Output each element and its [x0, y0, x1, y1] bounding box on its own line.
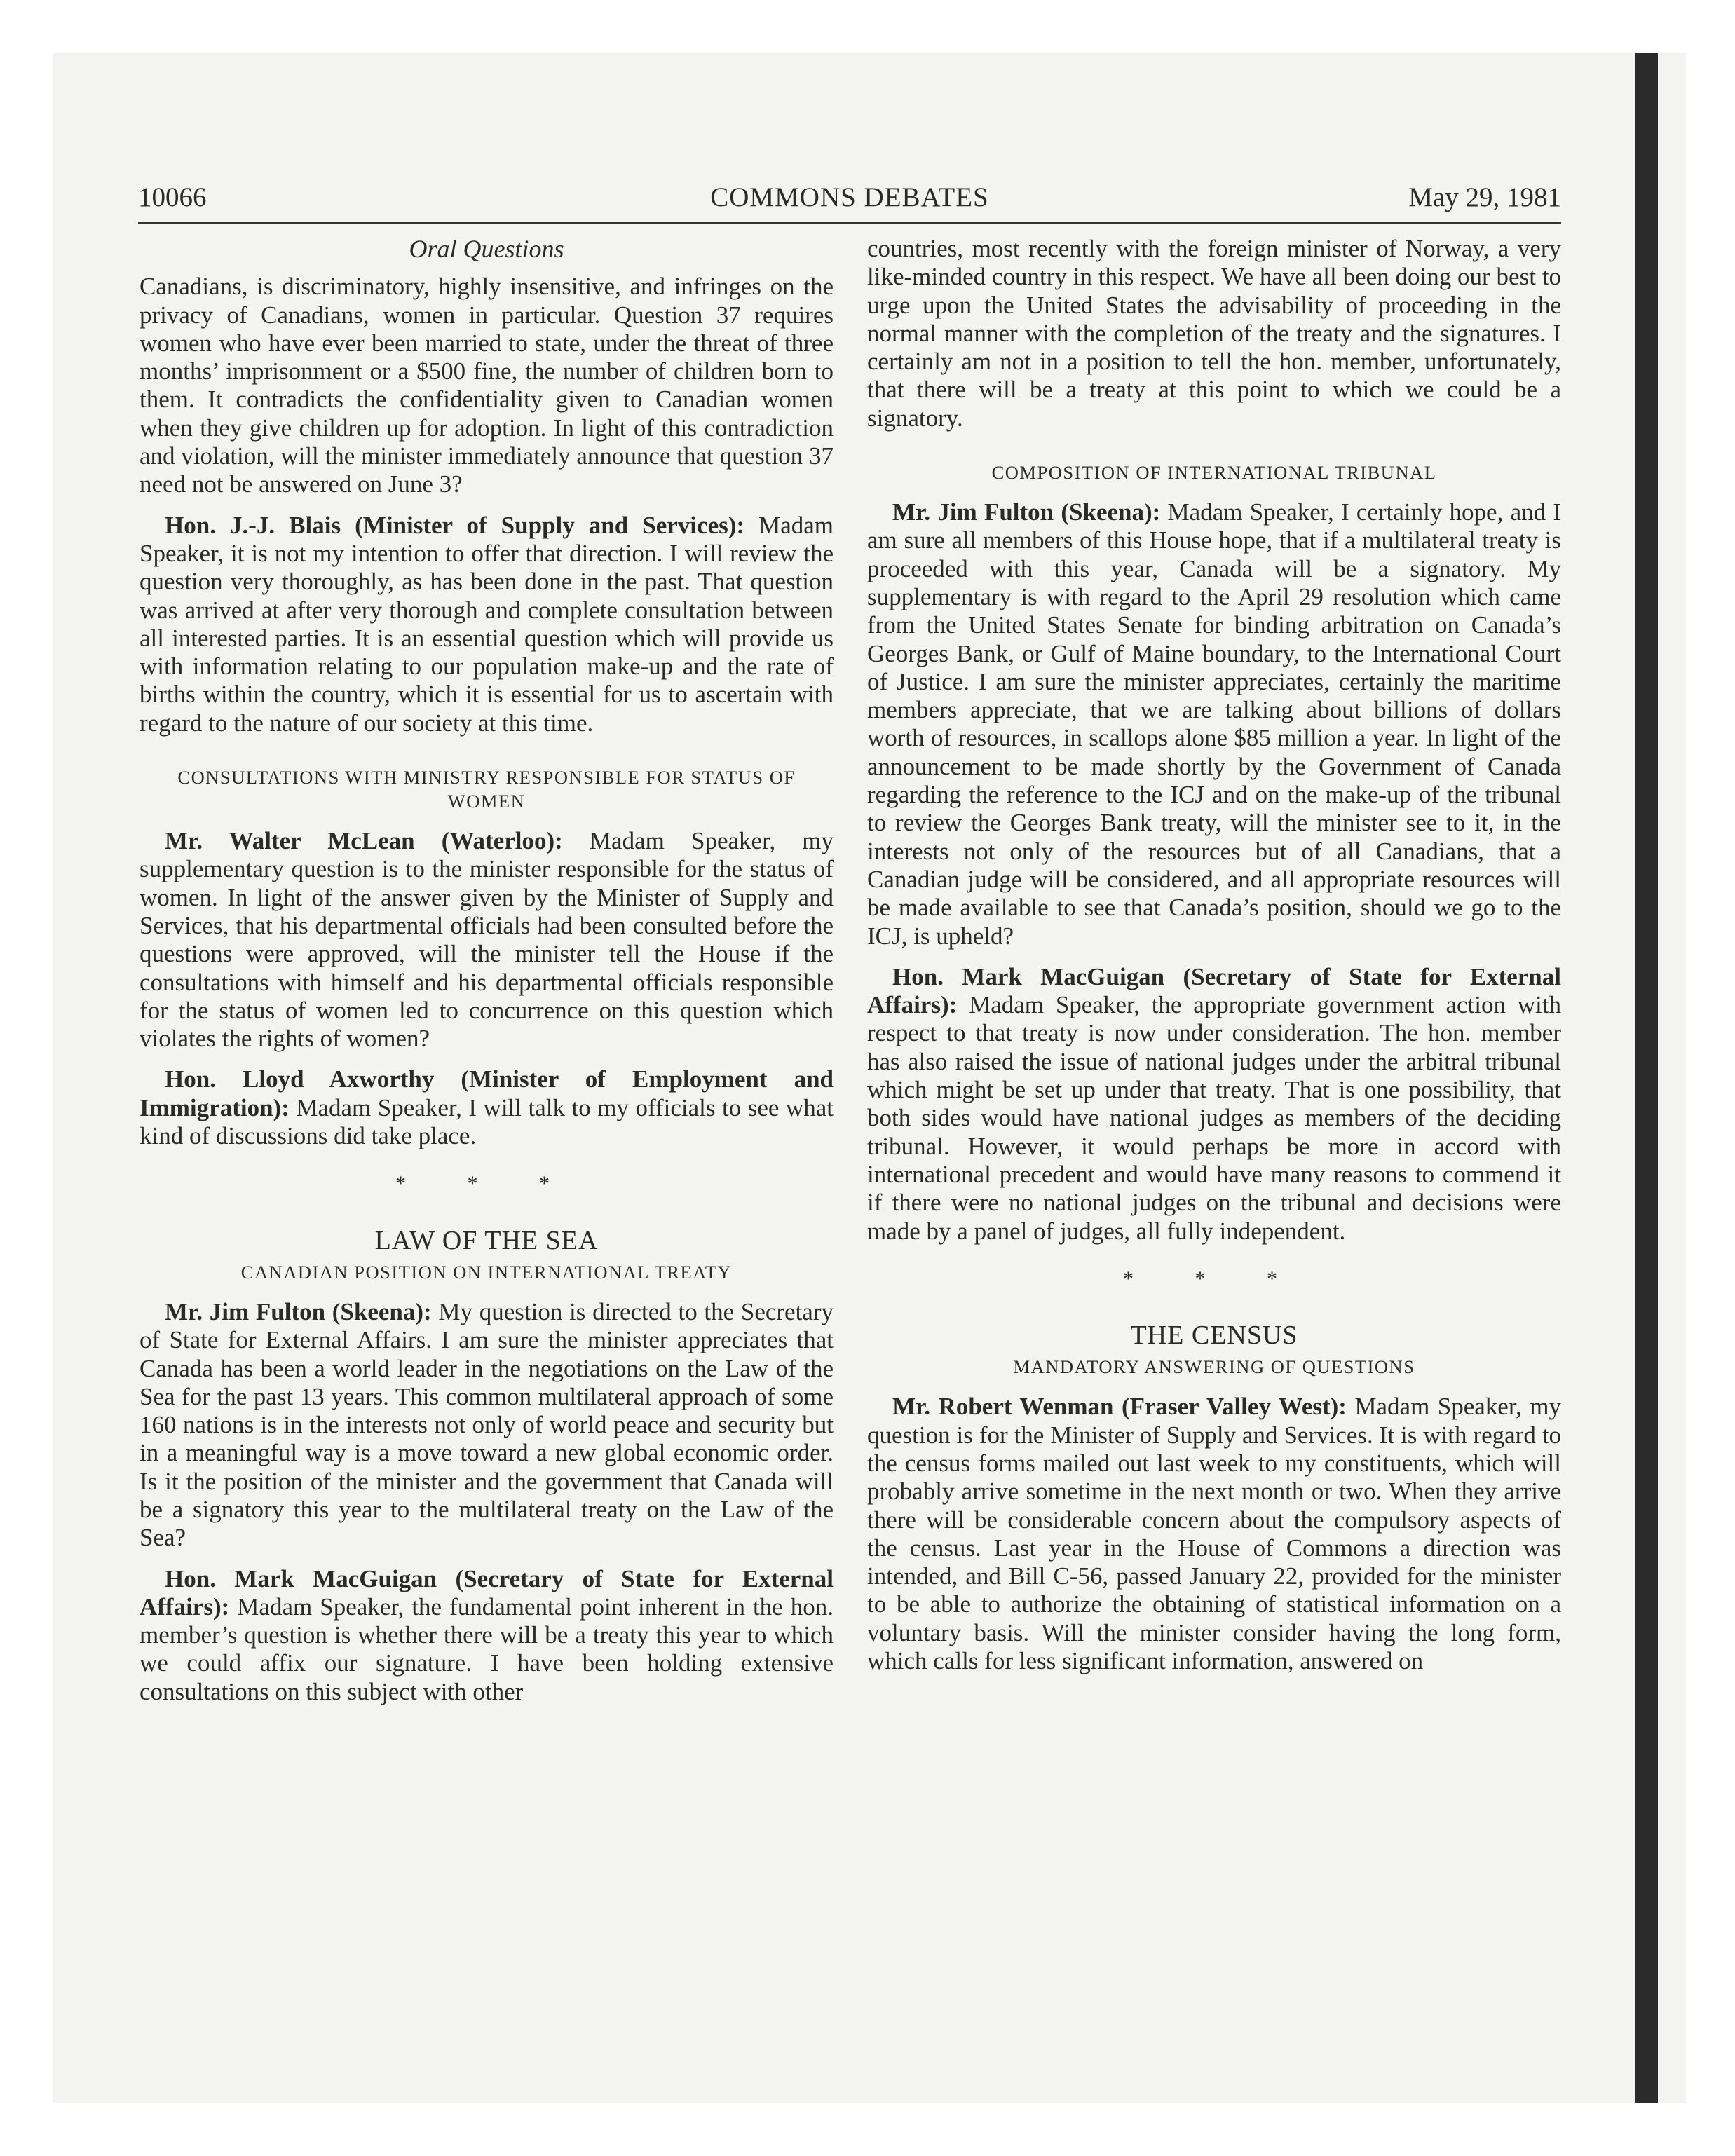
paragraph-text: Madam Speaker, the fundamental point inherent in the hon. member’s question is whether there will be a treaty this year to which we could affix our signature. I have been holding extensive consultations on this subject with other	[140, 1592, 834, 1705]
paragraph: Canadians, is discriminatory, highly insensitive, and infringes on the privacy of Canadians, women in particular. Question 37 requires women who have ever been married to state, under the threat of three months’ imprisonment or a $500 fine, the number of children born to them. It contradicts the confidentiality given to Canadian women when they give children up for adoption. In light of this contradiction and violation, will the minister immediately announce that question 37 need not be answered on June 3?	[140, 273, 834, 498]
publication-title: COMMONS DEBATES	[710, 182, 989, 212]
left-column	[140, 235, 834, 1719]
right-column	[867, 235, 1561, 1688]
paragraph	[867, 963, 1561, 1246]
subheading: CANADIAN POSITION ON INTERNATIONAL TREATY	[240, 1261, 733, 1283]
paragraph	[140, 512, 834, 737]
page-header	[138, 179, 1561, 224]
speaker-name: Hon. Lloyd Axworthy (Minister of Employment and Immigration):	[140, 1065, 834, 1121]
subheading: CONSULTATIONS WITH MINISTRY RESPONSIBLE FOR STATUS OF WOMEN	[177, 767, 796, 812]
section-separator: * * *	[395, 1172, 578, 1196]
section-separator: * * *	[1123, 1267, 1305, 1290]
paragraph-text: Madam Speaker, I certainly hope, and I am sure all members of this House hope, that if a multilateral treaty is proceeded with this year, Canada will be a signatory. My supplementary is with regard to the April 29 resolution which came from the United States Senate for binding arbitration on Canada’s Georges Bank, or Gulf of Maine boundary, to the International Court of Justice. I am sure the minister appreciates, certainly the maritime members appreciate, that we are talking about billions of dollars worth of resources, in scallops alone $85 million a year. In light of the announcement to be made shortly by the Government of Canada regarding the reference to the ICJ and on the make-up of the tribunal to review the Georges Bank treaty, will the minister see to it, in the interests not only of the resources but of all Canadians, that a Canadian judge will be considered, and all appropriate resources will be made available to see that Canada’s position, should we go to the ICJ, is upheld?	[867, 498, 1561, 950]
paragraph	[140, 1065, 834, 1150]
paragraph-text: Madam Speaker, my question is for the Minister of Supply and Services. It is with regard to the census forms mailed out last week to my constituents, which will probably arrive sometime in the next month or two. When they arrive there will be considerable concern about the compulsory aspects of the census. Last year in the House of Commons a direction was intended, and Bill C-56, passed January 22, provided for the minister to be able to authorize the obtaining of statistical information on a voluntary basis. Will the minister consider having the long form, which calls for less significant information, answered on	[867, 1393, 1561, 1675]
paragraph-text: Madam Speaker, I will talk to my officials to see what kind of discussions did take place.	[140, 1093, 834, 1150]
subheading: MANDATORY ANSWERING OF QUESTIONS	[1013, 1356, 1415, 1378]
section-heading: THE CENSUS	[1130, 1321, 1298, 1351]
section-heading: LAW OF THE SEA	[374, 1225, 599, 1255]
paragraph	[867, 498, 1561, 950]
speaker-name: Hon. J.-J. Blais (Minister of Supply and Services):	[165, 511, 745, 539]
speaker-name: Hon. Mark MacGuigan (Secretary of State for External Affairs):	[140, 1564, 834, 1621]
speaker-name: Mr. Jim Fulton (Skeena):	[165, 1297, 432, 1325]
paragraph	[867, 1393, 1561, 1675]
speaker-name: Mr. Jim Fulton (Skeena):	[892, 498, 1161, 526]
speaker-name: Mr. Robert Wenman (Fraser Valley West):	[892, 1393, 1347, 1421]
publication-date: May 29, 1981	[1408, 182, 1561, 212]
subheading: COMPOSITION OF INTERNATIONAL TRIBUNAL	[991, 462, 1437, 484]
paragraph	[140, 1565, 834, 1706]
paragraph	[140, 1298, 834, 1553]
paragraph	[140, 827, 834, 1053]
running-head: Oral Questions	[409, 235, 564, 263]
binding-edge-shadow	[1635, 53, 1658, 2103]
paragraph-text: Madam Speaker, the appropriate government action with respect to that treaty is now under consideration. The hon. member has also raised the issue of national judges under the arbitral tribunal which might be set up under that treaty. That is one possibility, that both sides would have national judges as members of the deciding tribunal. However, it would perhaps be more in accord with international precedent and would have many reasons to commend it if there were no national judges on the tribunal and decisions were made by a panel of judges, all fully independent.	[867, 991, 1561, 1245]
paragraph-text: Madam Speaker, my supplementary question is to the minister responsible for the status of women. In light of the answer given by the Minister of Supply and Services, that his departmental officials had been consulted before the questions were approved, will the minister tell the House if the consultations with himself and his departmental officials responsible for the status of women led to concurrence on this question which violates the rights of women?	[140, 827, 834, 1053]
speaker-name: Hon. Mark MacGuigan (Secretary of State for External Affairs):	[867, 962, 1561, 1019]
speaker-name: Mr. Walter McLean (Waterloo):	[165, 827, 563, 855]
page-number: 10066	[138, 182, 207, 212]
paragraph-text: Madam Speaker, it is not my intention to offer that direction. I will review the question very thoroughly, as has been done in the past. That question was arrived at after very thorough and complete consultation between all interested parties. It is an essential question which will provide us with information relating to our population make-up and the rate of births within the country, which it is essential for us to ascertain with regard to the nature of our society at this time.	[140, 511, 834, 737]
paragraph: countries, most recently with the foreign minister of Norway, a very like-minded country in this respect. We have all been doing our best to urge upon the United States the advisability of proceeding in the normal manner with the completion of the treaty and the signatures. I certainly am not in a position to tell the hon. member, unfortunately, that there will be a treaty at this point to which we could be a signatory.	[867, 235, 1561, 432]
paragraph-text: My question is directed to the Secretary of State for External Affairs. I am sure the minister appreciates that Canada has been a world leader in the negotiations on the Law of the Sea for the past 13 years. This common multilateral approach of some 160 nations is in the interests not only of world peace and security but in a meaningful way is a move toward a new global economic order. Is it the position of the minister and the government that Canada will be a signatory this year to the multilateral treaty on the Law of the Sea?	[140, 1297, 834, 1552]
